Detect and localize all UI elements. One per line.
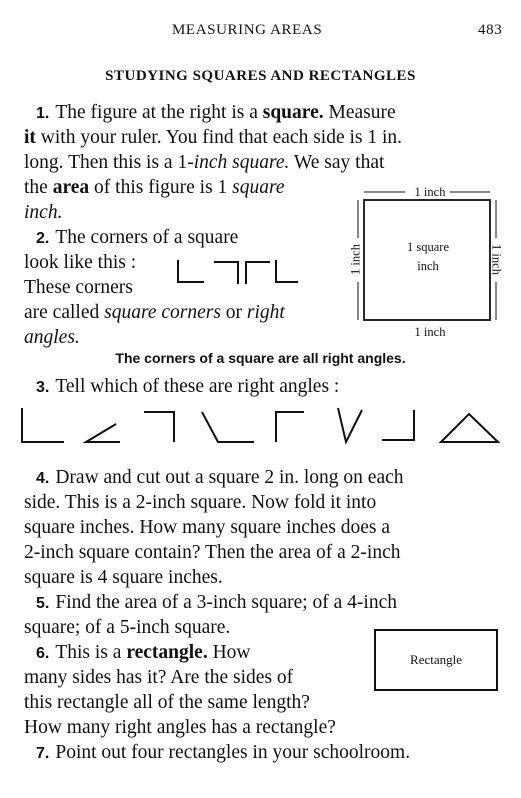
q6-line-1 <box>36 640 251 666</box>
q1-term-it: it <box>24 127 36 148</box>
angle-3 <box>144 412 174 442</box>
square-center-line-1: 1 square <box>407 240 449 254</box>
q2-line-1 <box>36 225 238 251</box>
angles-figure <box>18 406 508 448</box>
q6-line-3: this rectangle all of the same length? <box>24 692 310 713</box>
page-number: 483 <box>478 22 503 38</box>
q4-line-2: side. This is a 2-inch square. Now fold it into <box>24 492 377 513</box>
square-center-label <box>380 238 476 276</box>
q1-term-inch-square: inch square. <box>193 152 290 173</box>
q6-line-2: many sides has it? Are the sides of <box>24 667 294 688</box>
corner-top-right <box>214 262 238 284</box>
q4-number: 4. <box>36 470 50 487</box>
q4-line-4: 2-inch square contain? Then the area of a 2-inch <box>24 542 401 563</box>
q1-term-area: area <box>52 177 90 198</box>
q6-number: 6. <box>36 645 50 662</box>
square-top-label: 1 inch <box>414 185 446 199</box>
q7-number: 7. <box>36 745 50 762</box>
q4-line-1 <box>36 465 404 491</box>
q2-text: are called <box>24 302 105 323</box>
running-header: MEASURING AREAS <box>172 22 323 38</box>
q2-text: or <box>220 302 247 323</box>
q2-line-2: look like this : <box>24 252 137 273</box>
q1-term-square-inch: square <box>232 177 285 198</box>
q2-text: The corners of a square <box>55 227 239 248</box>
q3-number: 3. <box>36 379 50 396</box>
q1-text: The figure at the right is a <box>55 102 263 123</box>
q1-text: of this figure is 1 <box>89 177 233 198</box>
corner-note: The corners of a square are all right angles. <box>115 350 406 366</box>
q6-text: How <box>207 642 251 663</box>
section-title: STUDYING SQUARES AND RECTANGLES <box>105 68 416 84</box>
q6-term-rectangle: rectangle. <box>126 642 208 663</box>
square-bottom-label: 1 inch <box>414 325 446 339</box>
angle-5 <box>276 412 304 442</box>
q5-line-2: square; of a 5-inch square. <box>24 617 231 638</box>
q3-line <box>36 374 339 400</box>
square-corners-figure <box>176 258 296 286</box>
q4-line-5: square is 4 square inches. <box>24 567 223 588</box>
angle-7 <box>382 410 414 440</box>
angle-1 <box>22 408 64 442</box>
q2-term-right: right <box>246 302 285 323</box>
angle-6 <box>338 408 362 442</box>
q5-text: Find the area of a 3-inch square; of a 4-inch <box>55 592 398 613</box>
q1-text: Measure <box>323 102 396 123</box>
q5-line-1 <box>36 590 397 616</box>
q2-line-3: These corners <box>24 277 133 298</box>
q1-line-1 <box>36 100 396 126</box>
rectangle-label: Rectangle <box>410 652 462 667</box>
q2-term-square-corners: square corners <box>104 302 221 323</box>
square-right-label: 1 inch <box>489 244 504 275</box>
corner-bottom-left-2 <box>276 260 298 282</box>
q2-number: 2. <box>36 230 50 247</box>
q1-text: We say that <box>289 152 385 173</box>
q4-text: Draw and cut out a square 2 in. long on each <box>55 467 404 488</box>
q3-text: Tell which of these are right angles : <box>55 376 340 397</box>
q1-text: with your ruler. You find that each side is 1 in. <box>35 127 403 148</box>
q2-line-5 <box>24 325 80 350</box>
q5-number: 5. <box>36 595 50 612</box>
corner-bottom-left <box>178 260 204 282</box>
angle-8 <box>441 414 498 442</box>
q4-line-3: square inches. How many square inches does a <box>24 517 391 538</box>
q1-line-4 <box>24 175 285 200</box>
angle-2 <box>86 424 120 442</box>
q2-term-angles: angles. <box>24 327 80 348</box>
q1-text: long. Then this is a 1- <box>24 152 194 173</box>
q6-text: This is a <box>55 642 127 663</box>
q1-text: the <box>24 177 53 198</box>
q1-line-2 <box>24 125 402 150</box>
q1-number: 1. <box>36 105 50 122</box>
q1-term-inch: inch. <box>24 202 63 223</box>
square-center-line-2: inch <box>417 259 439 273</box>
q7-line <box>36 740 410 766</box>
q2-line-4 <box>24 300 285 325</box>
corner-top-left <box>246 262 270 284</box>
q6-line-4: How many right angles has a rectangle? <box>24 717 336 738</box>
angle-4 <box>202 412 254 442</box>
q1-term-square: square. <box>262 102 324 123</box>
q1-line-3 <box>24 150 384 175</box>
q1-line-5 <box>24 200 62 225</box>
square-left-label: 1 inch <box>348 244 363 275</box>
q7-text: Point out four rectangles in your schoolroom. <box>55 742 411 763</box>
